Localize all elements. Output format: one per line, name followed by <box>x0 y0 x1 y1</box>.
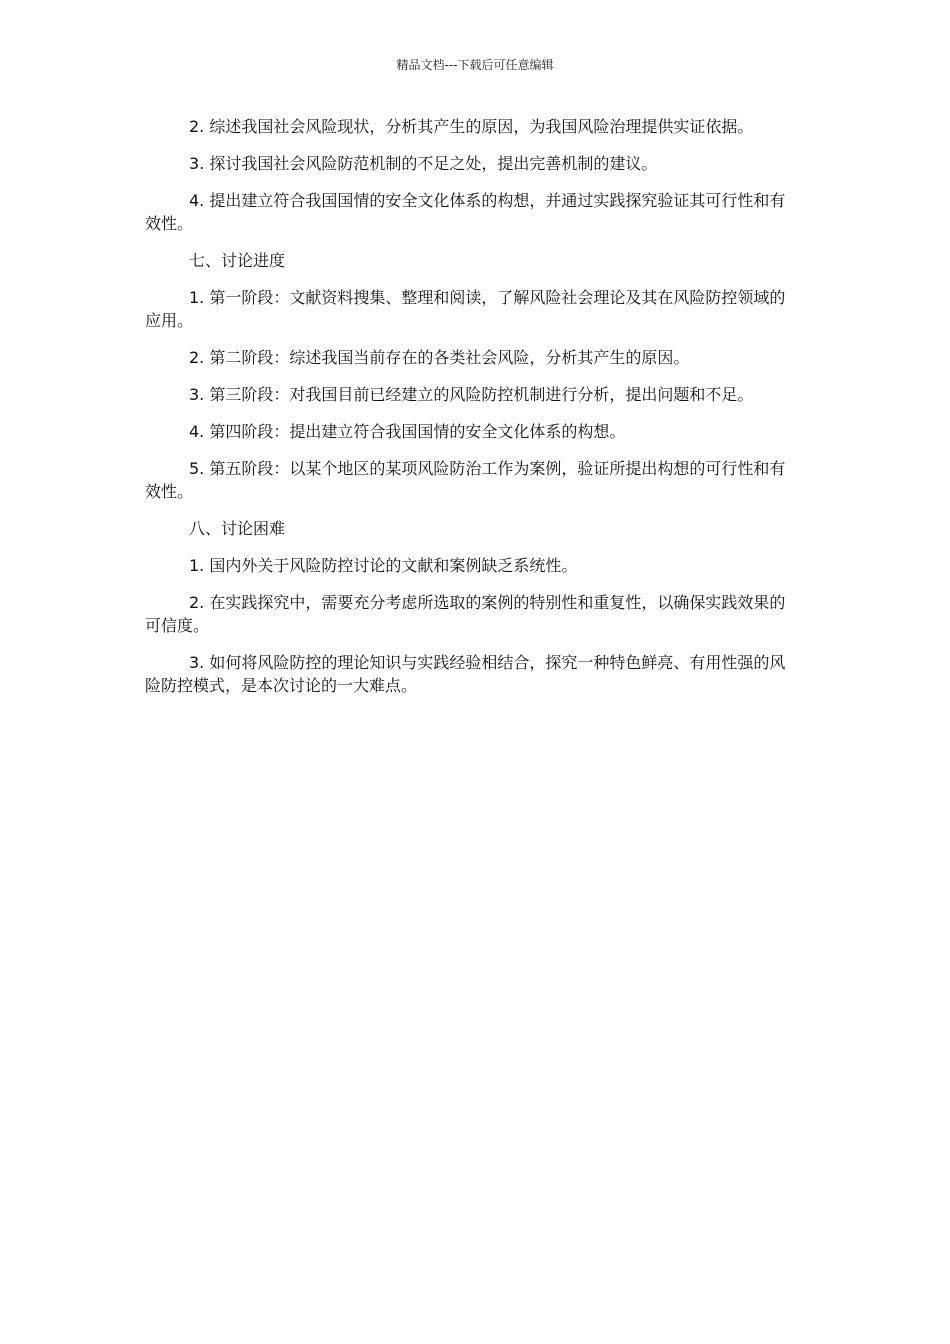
page-header: 精品文档---下载后可任意编辑 <box>396 58 554 72</box>
paragraph-stage-2: 2. 第二阶段：综述我国当前存在的各类社会风险，分析其产生的原因。 <box>189 348 690 367</box>
paragraph-stage-4: 4. 第四阶段：提出建立符合我国国情的安全文化体系的构想。 <box>189 422 626 441</box>
paragraph-goal-4: 4. 提出建立符合我国国情的安全文化体系的构想，并通过实践探究验证其可行性和有效性。 <box>145 191 786 233</box>
paragraph-difficulty-3: 3. 如何将风险防控的理论知识与实践经验相结合，探究一种特色鲜亮、有用性强的风险防控模式，是本次讨论的一大难点。 <box>145 653 786 695</box>
paragraph-stage-5: 5. 第五阶段：以某个地区的某项风险防治工作为案例，验证所提出构想的可行性和有效性。 <box>145 459 786 501</box>
document-body <box>145 115 797 711</box>
section-heading-difficulties: 八、讨论困难 <box>189 519 286 538</box>
paragraph-stage-3: 3. 第三阶段：对我国目前已经建立的风险防控机制进行分析，提出问题和不足。 <box>189 385 754 404</box>
paragraph-difficulty-1: 1. 国内外关于风险防控讨论的文献和案例缺乏系统性。 <box>189 556 578 575</box>
paragraph-stage-1: 1. 第一阶段：文献资料搜集、整理和阅读，了解风险社会理论及其在风险防控领域的应用。 <box>145 288 786 330</box>
paragraph-goal-2: 2. 综述我国社会风险现状，分析其产生的原因，为我国风险治理提供实证依据。 <box>189 117 754 136</box>
paragraph-goal-3: 3. 探讨我国社会风险防范机制的不足之处，提出完善机制的建议。 <box>189 154 658 173</box>
section-heading-progress: 七、讨论进度 <box>189 251 286 270</box>
paragraph-difficulty-2: 2. 在实践探究中，需要充分考虑所选取的案例的特别性和重复性，以确保实践效果的可信度。 <box>145 593 786 635</box>
